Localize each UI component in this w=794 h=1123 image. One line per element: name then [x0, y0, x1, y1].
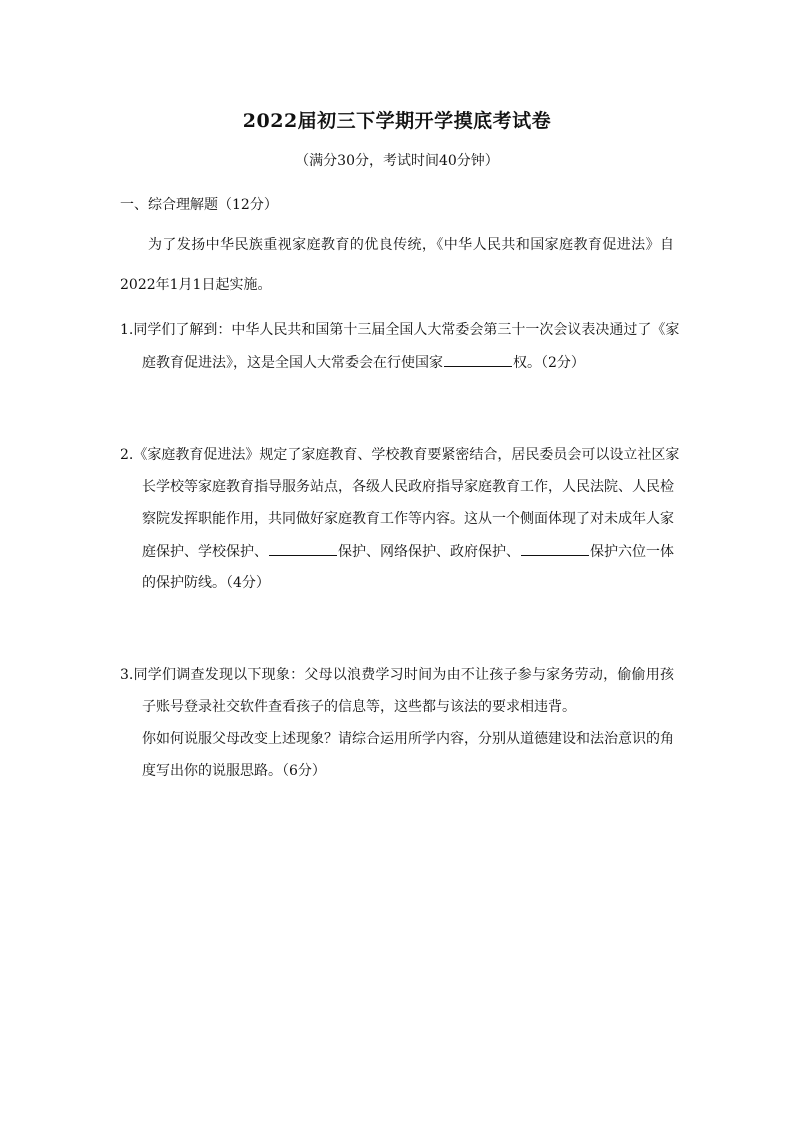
answer-blank[interactable]: [444, 352, 512, 367]
intro-paragraph-line-2: 2022年1月1日起实施。: [120, 277, 272, 293]
section-heading: 一、综合理解题（12分）: [120, 197, 278, 213]
question-2-text-b: 保护、网络保护、政府保护、: [338, 544, 520, 560]
question-3-line-4: 度写出你的说服思路。（6分）: [142, 763, 326, 779]
question-2-line-4: [142, 541, 674, 562]
answer-blank[interactable]: [521, 541, 589, 556]
question-1-line-2: [142, 352, 585, 373]
question-2-text-a: 庭保护、学校保护、: [142, 544, 268, 560]
question-2-line-1: 2.《家庭教育促进法》规定了家庭教育、学校教育要紧密结合，居民委员会可以设立社区家: [120, 447, 680, 463]
question-2-line-5: 的保护防线。（4分）: [142, 575, 270, 591]
question-2-line-3: 察院发挥职能作用，共同做好家庭教育工作等内容。这从一个侧面体现了对未成年人家: [142, 511, 674, 527]
question-2-line-2: 长学校等家庭教育指导服务站点，各级人民政府指导家庭教育工作，人民法院、人民检: [142, 479, 674, 495]
question-3-line-3: 你如何说服父母改变上述现象？请综合运用所学内容，分别从道德建设和法治意识的角: [142, 731, 674, 747]
answer-blank[interactable]: [269, 541, 337, 556]
exam-title: 2022届初三下学期开学摸底考试卷: [242, 110, 552, 132]
question-3-line-2: 子账号登录社交软件查看孩子的信息等，这些都与该法的要求相违背。: [142, 699, 576, 715]
intro-paragraph-line-1: 为了发扬中华民族重视家庭教育的优良传统，《中华人民共和国家庭教育促进法》自: [148, 237, 674, 253]
exam-subtitle: （满分30分，考试时间40分钟）: [295, 153, 499, 169]
question-1-points: 权。（2分）: [513, 355, 585, 371]
question-2-text-c: 保护六位一体: [590, 544, 674, 560]
question-1-line-1: 1.同学们了解到：中华人民共和国第十三届全国人大常委会第三十一次会议表决通过了《家: [120, 322, 680, 338]
question-1-text: 庭教育促进法》，这是全国人大常委会在行使国家: [142, 355, 443, 371]
question-3-line-1: 3.同学们调查发现以下现象：父母以浪费学习时间为由不让孩子参与家务劳动，偷偷用孩: [120, 667, 674, 683]
